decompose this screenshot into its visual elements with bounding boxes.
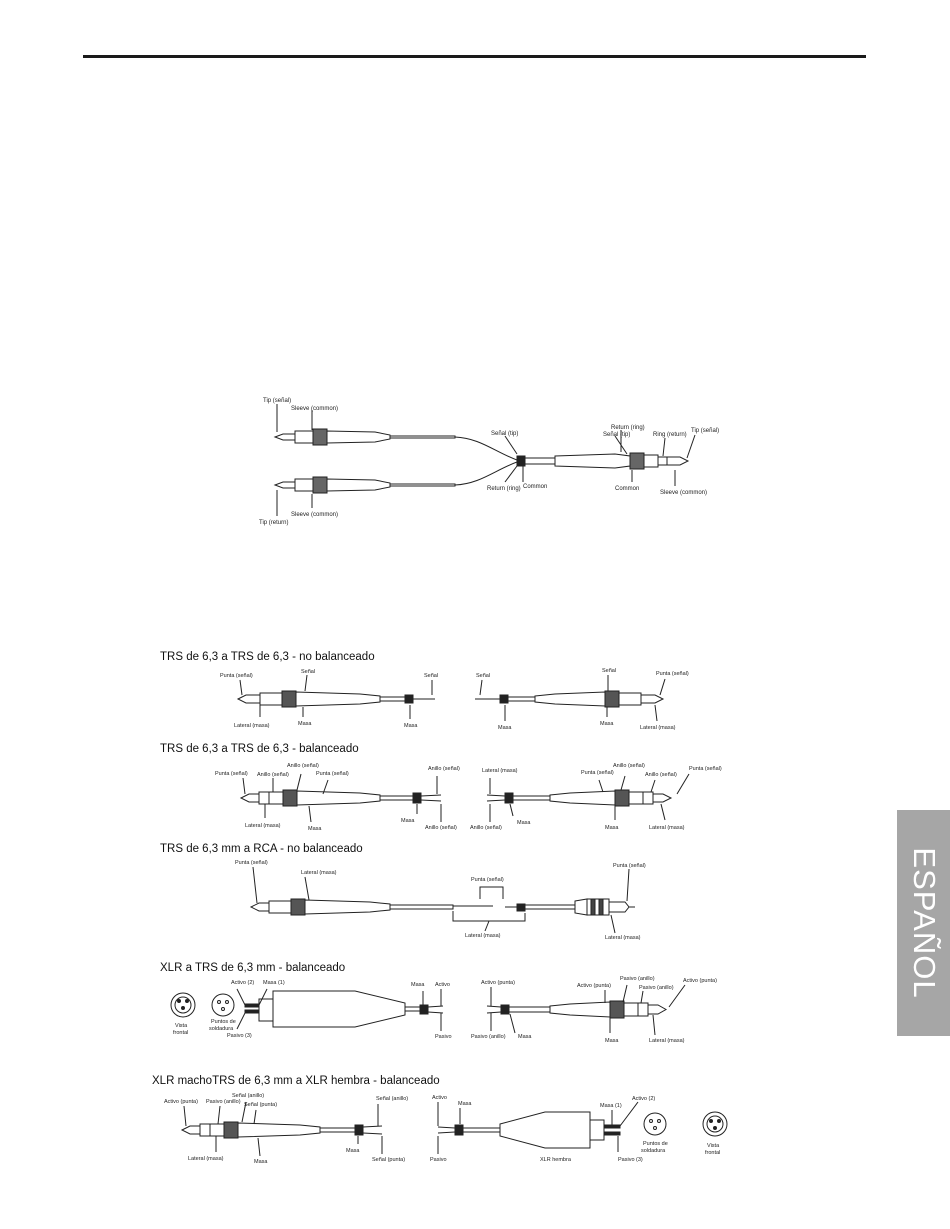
label-punta: Punta (señal) — [235, 860, 268, 866]
header-rule — [83, 55, 866, 58]
label-senal-tip-right: Señal (tip) — [603, 432, 631, 438]
label-masa: Masa — [458, 1101, 472, 1107]
label-lateral: Lateral (masa) — [482, 768, 518, 774]
label-lateral: Lateral (masa) — [188, 1156, 224, 1162]
label-masa: Masa — [600, 721, 614, 727]
label-anillo: Anillo (señal) — [257, 772, 289, 778]
label-pasivo: Pasivo — [430, 1157, 447, 1163]
label-puntos: Puntos de — [643, 1141, 668, 1147]
label-tip-return: Tip (return) — [259, 520, 289, 526]
diagram-xlr-xlr — [160, 1090, 740, 1170]
label-lateral: Lateral (masa) — [301, 870, 337, 876]
label-punta: Punta (señal) — [581, 770, 614, 776]
diagram-trs-balanced — [205, 758, 735, 836]
label-lateral: Lateral (masa) — [605, 935, 641, 941]
label-sleeve-common-top: Sleeve (common) — [291, 406, 339, 412]
label-masa: Masa — [411, 982, 425, 988]
label-pasivo: Pasivo (anillo) — [206, 1099, 241, 1105]
label-lateral: Lateral (masa) — [640, 725, 676, 731]
label-punta: Punta (señal) — [220, 673, 253, 679]
language-side-tab — [897, 810, 950, 1036]
diagram-trs-rca — [235, 855, 665, 945]
section-title-trs-rca: TRS de 6,3 mm a RCA - no balanceado — [160, 843, 363, 855]
label-senal: Señal (punta) — [372, 1157, 406, 1163]
label-tip-senal-right: Tip (señal) — [691, 428, 720, 434]
label-masa: Masa — [298, 721, 312, 727]
label-soldadura: soldadura — [641, 1148, 666, 1154]
label-pasivo: Pasivo (3) — [618, 1157, 643, 1163]
label-senal: Señal (anillo) — [232, 1093, 265, 1099]
label-masa: Masa — [498, 725, 512, 731]
label-sleeve-common-bottom: Sleeve (common) — [291, 512, 339, 518]
label-tip-senal: Tip (señal) — [263, 398, 292, 404]
label-lateral: Lateral (masa) — [649, 1038, 685, 1044]
label-senal: Señal — [424, 673, 439, 679]
label-senal: Señal (anillo) — [376, 1096, 409, 1102]
diagram-xlr-trs — [165, 975, 725, 1047]
label-frontal: frontal — [173, 1030, 189, 1036]
label-senal-tip-mid: Señal (tip) — [491, 431, 519, 437]
section-title-trs-balanced: TRS de 6,3 a TRS de 6,3 - balanceado — [160, 743, 359, 755]
label-senal: Señal (punta) — [244, 1102, 278, 1108]
label-anillo: Anillo (señal) — [428, 766, 460, 772]
label-senal: Señal — [476, 673, 491, 679]
label-punta: Punta (señal) — [656, 671, 689, 677]
label-frontal: frontal — [705, 1150, 721, 1156]
label-activo: Activo (punta) — [577, 983, 611, 989]
label-pasivo: Pasivo (anillo) — [620, 976, 655, 982]
label-vista: Vista — [175, 1023, 188, 1029]
label-pasivo: Pasivo (anillo) — [471, 1034, 506, 1040]
label-pasivo: Pasivo — [435, 1034, 452, 1040]
label-pasivo: Pasivo (anillo) — [639, 985, 674, 991]
label-masa: Masa — [605, 1038, 619, 1044]
label-masa: Masa — [254, 1159, 268, 1165]
label-masa: Masa — [605, 825, 619, 831]
label-anillo: Anillo (señal) — [613, 763, 645, 769]
label-pasivo: Pasivo (3) — [227, 1033, 252, 1039]
label-punta: Punta (señal) — [215, 771, 248, 777]
label-xlr-hembra: XLR hembra — [540, 1157, 571, 1163]
label-senal: Señal — [602, 668, 617, 674]
label-lateral: Lateral (masa) — [465, 933, 501, 939]
label-anillo: Anillo (señal) — [470, 825, 502, 831]
diagram-trs-unbalanced — [210, 665, 730, 735]
label-return-ring-mid: Return (ring) — [487, 486, 521, 492]
label-vista: Vista — [707, 1143, 720, 1149]
label-activo: Activo (punta) — [683, 978, 717, 984]
insert-cable-diagram — [255, 390, 725, 530]
label-soldadura: soldadura — [209, 1026, 234, 1032]
section-title-xlr-trs: XLR a TRS de 6,3 mm - balanceado — [160, 962, 346, 974]
label-anillo: Anillo (señal) — [425, 825, 457, 831]
label-sleeve-common-right: Sleeve (common) — [660, 490, 708, 496]
label-senal: Señal — [301, 669, 316, 675]
label-masa: Masa — [404, 723, 418, 729]
label-masa: Masa (1) — [600, 1103, 622, 1109]
label-masa: Masa — [401, 818, 415, 824]
label-puntos: Puntos de — [211, 1019, 236, 1025]
label-ring-return: Ring (return) — [653, 432, 687, 438]
section-title-xlr-xlr: XLR machoTRS de 6,3 mm a XLR hembra - balanceado — [152, 1075, 440, 1087]
label-activo: Activo — [435, 982, 450, 988]
label-anillo: Anillo (señal) — [287, 763, 319, 769]
label-masa: Masa — [308, 826, 322, 832]
label-anillo: Anillo (señal) — [645, 772, 677, 778]
label-masa: Masa — [517, 820, 531, 826]
label-activo: Activo (2) — [632, 1096, 656, 1102]
section-title-trs-unbalanced: TRS de 6,3 a TRS de 6,3 - no balanceado — [160, 651, 375, 663]
label-punta: Punta (señal) — [613, 863, 646, 869]
label-common-right: Common — [615, 486, 640, 492]
label-lateral: Lateral (masa) — [234, 723, 270, 729]
label-common-mid: Common — [523, 484, 548, 490]
label-punta: Punta (señal) — [471, 877, 504, 883]
label-lateral: Lateral (masa) — [245, 823, 281, 829]
label-activo: Activo (punta) — [164, 1099, 198, 1105]
label-return-ring-right: Return (ring) — [611, 425, 645, 431]
language-label: ESPAÑOL — [906, 847, 942, 999]
label-punta: Punta (señal) — [316, 771, 349, 777]
label-lateral: Lateral (masa) — [649, 825, 685, 831]
label-masa: Masa — [346, 1148, 360, 1154]
label-activo: Activo (punta) — [481, 980, 515, 986]
label-activo: Activo (2) — [231, 980, 255, 986]
label-masa: Masa — [518, 1034, 532, 1040]
label-activo: Activo — [432, 1095, 447, 1101]
label-masa: Masa (1) — [263, 980, 285, 986]
label-punta: Punta (señal) — [689, 766, 722, 772]
